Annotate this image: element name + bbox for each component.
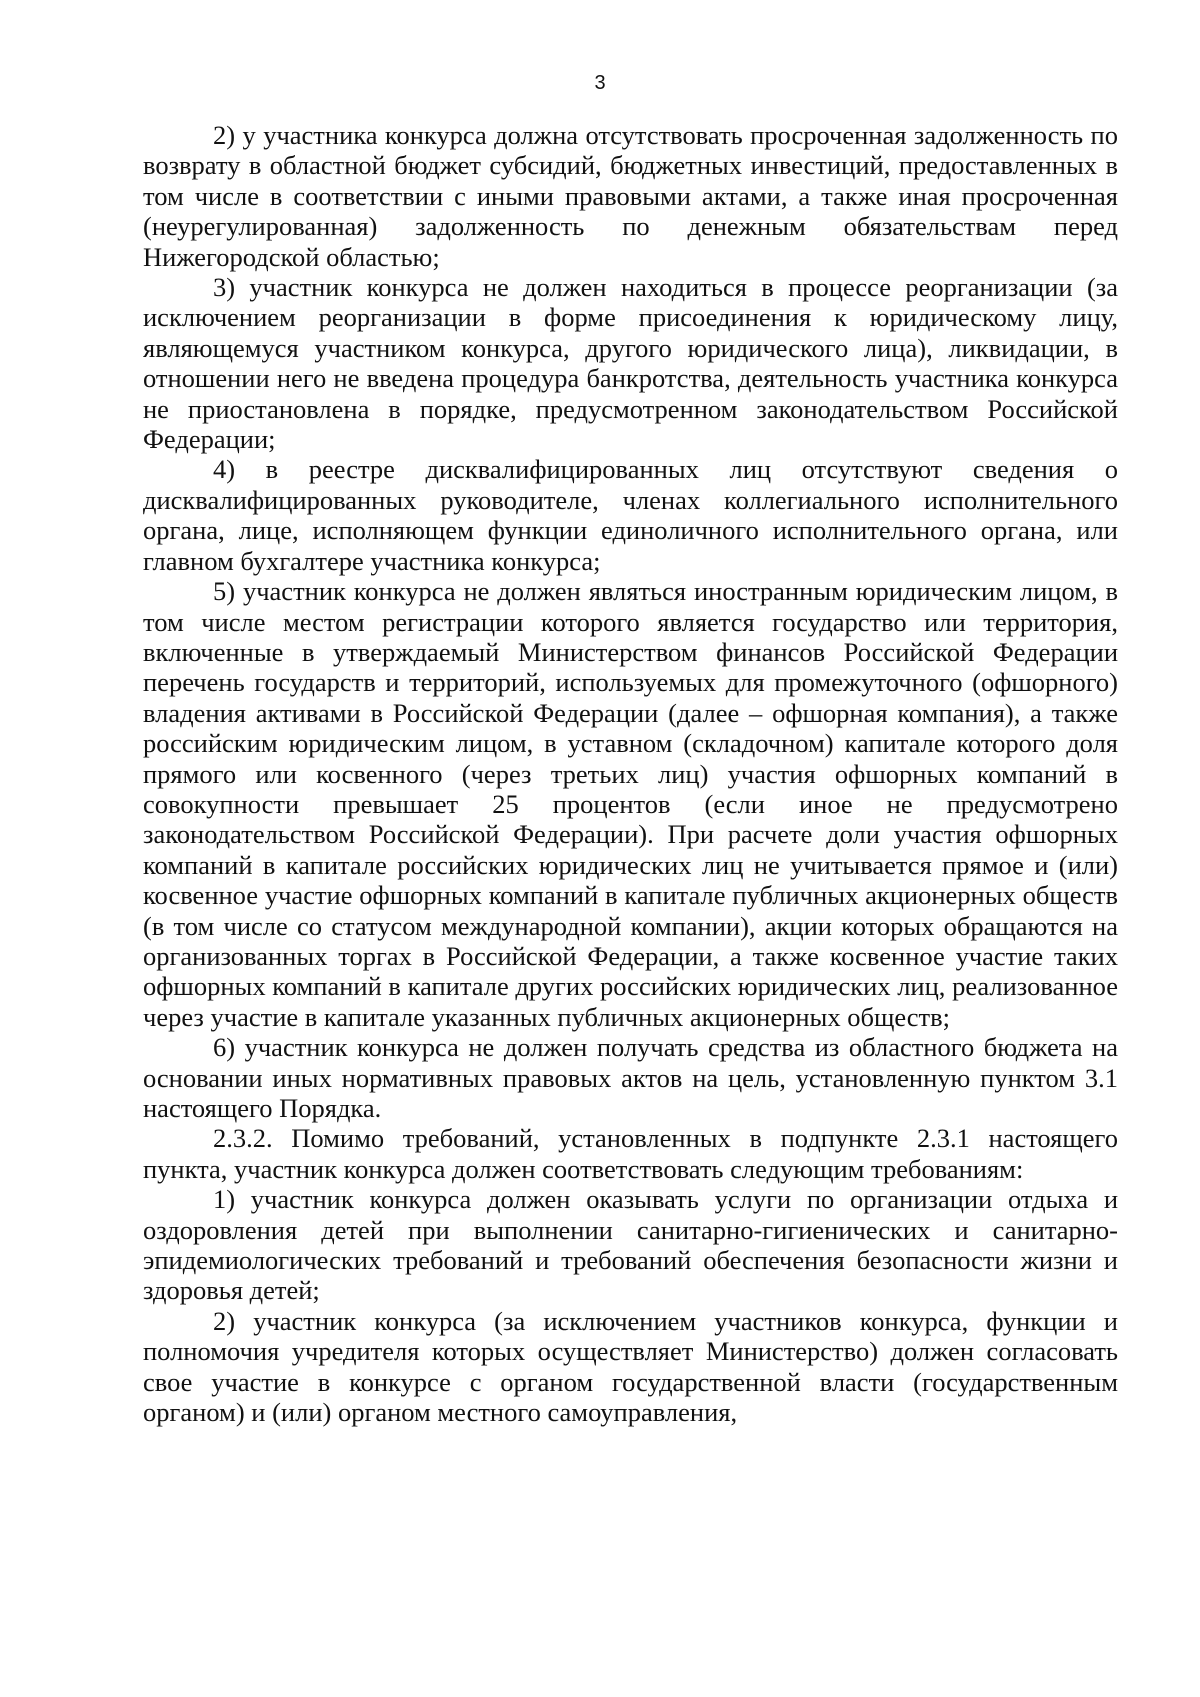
paragraph-subitem-2: 2) участник конкурса (за исключением участников конкурса, функции и полномочия учредителя которых осуществляет Министерство) должен согласовать свое участие в конкурсе с органом государственной власти (государственным органом) и (или) органом местного самоуправления, bbox=[143, 1305, 1118, 1428]
paragraph-item-4: 4) в реестре дисквалифицированных лиц отсутствуют сведения о дисквалифицированных руководителе, членах коллегиального исполнительного органа, лице, исполняющем функции единоличного исполнительного органа, или главном бухгалтере участника конкурса; bbox=[143, 454, 1118, 576]
document-body bbox=[143, 120, 1118, 1427]
paragraph-item-5: 5) участник конкурса не должен являться иностранным юридическим лицом, в том числе местом регистрации которого является государство или территория, включенные в утверждаемый Министерством финансов Российской Федерации перечень государств и территорий, используемых для промежуточного (офшорного) владения активами в Российской Федерации (далее – офшорная компания), а также российским юридическим лицом, в уставном (складочном) капитале которого доля прямого или косвенного (через третьих лиц) участия офшорных компаний в совокупности превышает 25 процентов (если иное не предусмотрено законодательством Российской Федерации). При расчете доли участия офшорных компаний в капитале российских юридических лиц не учитывается прямое и (или) косвенное участие офшорных компаний в капитале публичных акционерных обществ (в том числе со статусом международной компании), акции которых обращаются на организованных торгах в Российской Федерации, а также косвенное участие таких офшорных компаний в капитале других российских юридических лиц, реализованное через участие в капитале указанных публичных акционерных обществ; bbox=[143, 576, 1118, 1032]
paragraph-subitem-1: 1) участник конкурса должен оказывать услуги по организации отдыха и оздоровления детей при выполнении санитарно-гигиенических и санитарно-эпидемиологических требований и требований обеспечения безопасности жизни и здоровья детей; bbox=[143, 1184, 1118, 1306]
page-number: 3 bbox=[594, 72, 606, 94]
paragraph-item-6: 6) участник конкурса не должен получать средства из областного бюджета на основании иных нормативных правовых актов на цель, установленную пунктом 3.1 настоящего Порядка. bbox=[143, 1032, 1118, 1123]
paragraph-item-3: 3) участник конкурса не должен находиться в процессе реорганизации (за исключением реорганизации в форме присоединения к юридическому лицу, являющемуся участником конкурса, другого юридического лица), ликвидации, в отношении него не введена процедура банкротства, деятельность участника конкурса не приостановлена в порядке, предусмотренном законодательством Российской Федерации; bbox=[143, 272, 1118, 455]
paragraph-item-2: 2) у участника конкурса должна отсутствовать просроченная задолженность по возврату в областной бюджет субсидий, бюджетных инвестиций, предоставленных в том числе в соответствии с иными правовыми актами, а также иная просроченная (неурегулированная) задолженность по денежным обязательствам перед Нижегородской областью; bbox=[143, 120, 1118, 272]
paragraph-2-3-2: 2.3.2. Помимо требований, установленных в подпункте 2.3.1 настоящего пункта, участник конкурса должен соответствовать следующим требованиям: bbox=[143, 1123, 1118, 1184]
